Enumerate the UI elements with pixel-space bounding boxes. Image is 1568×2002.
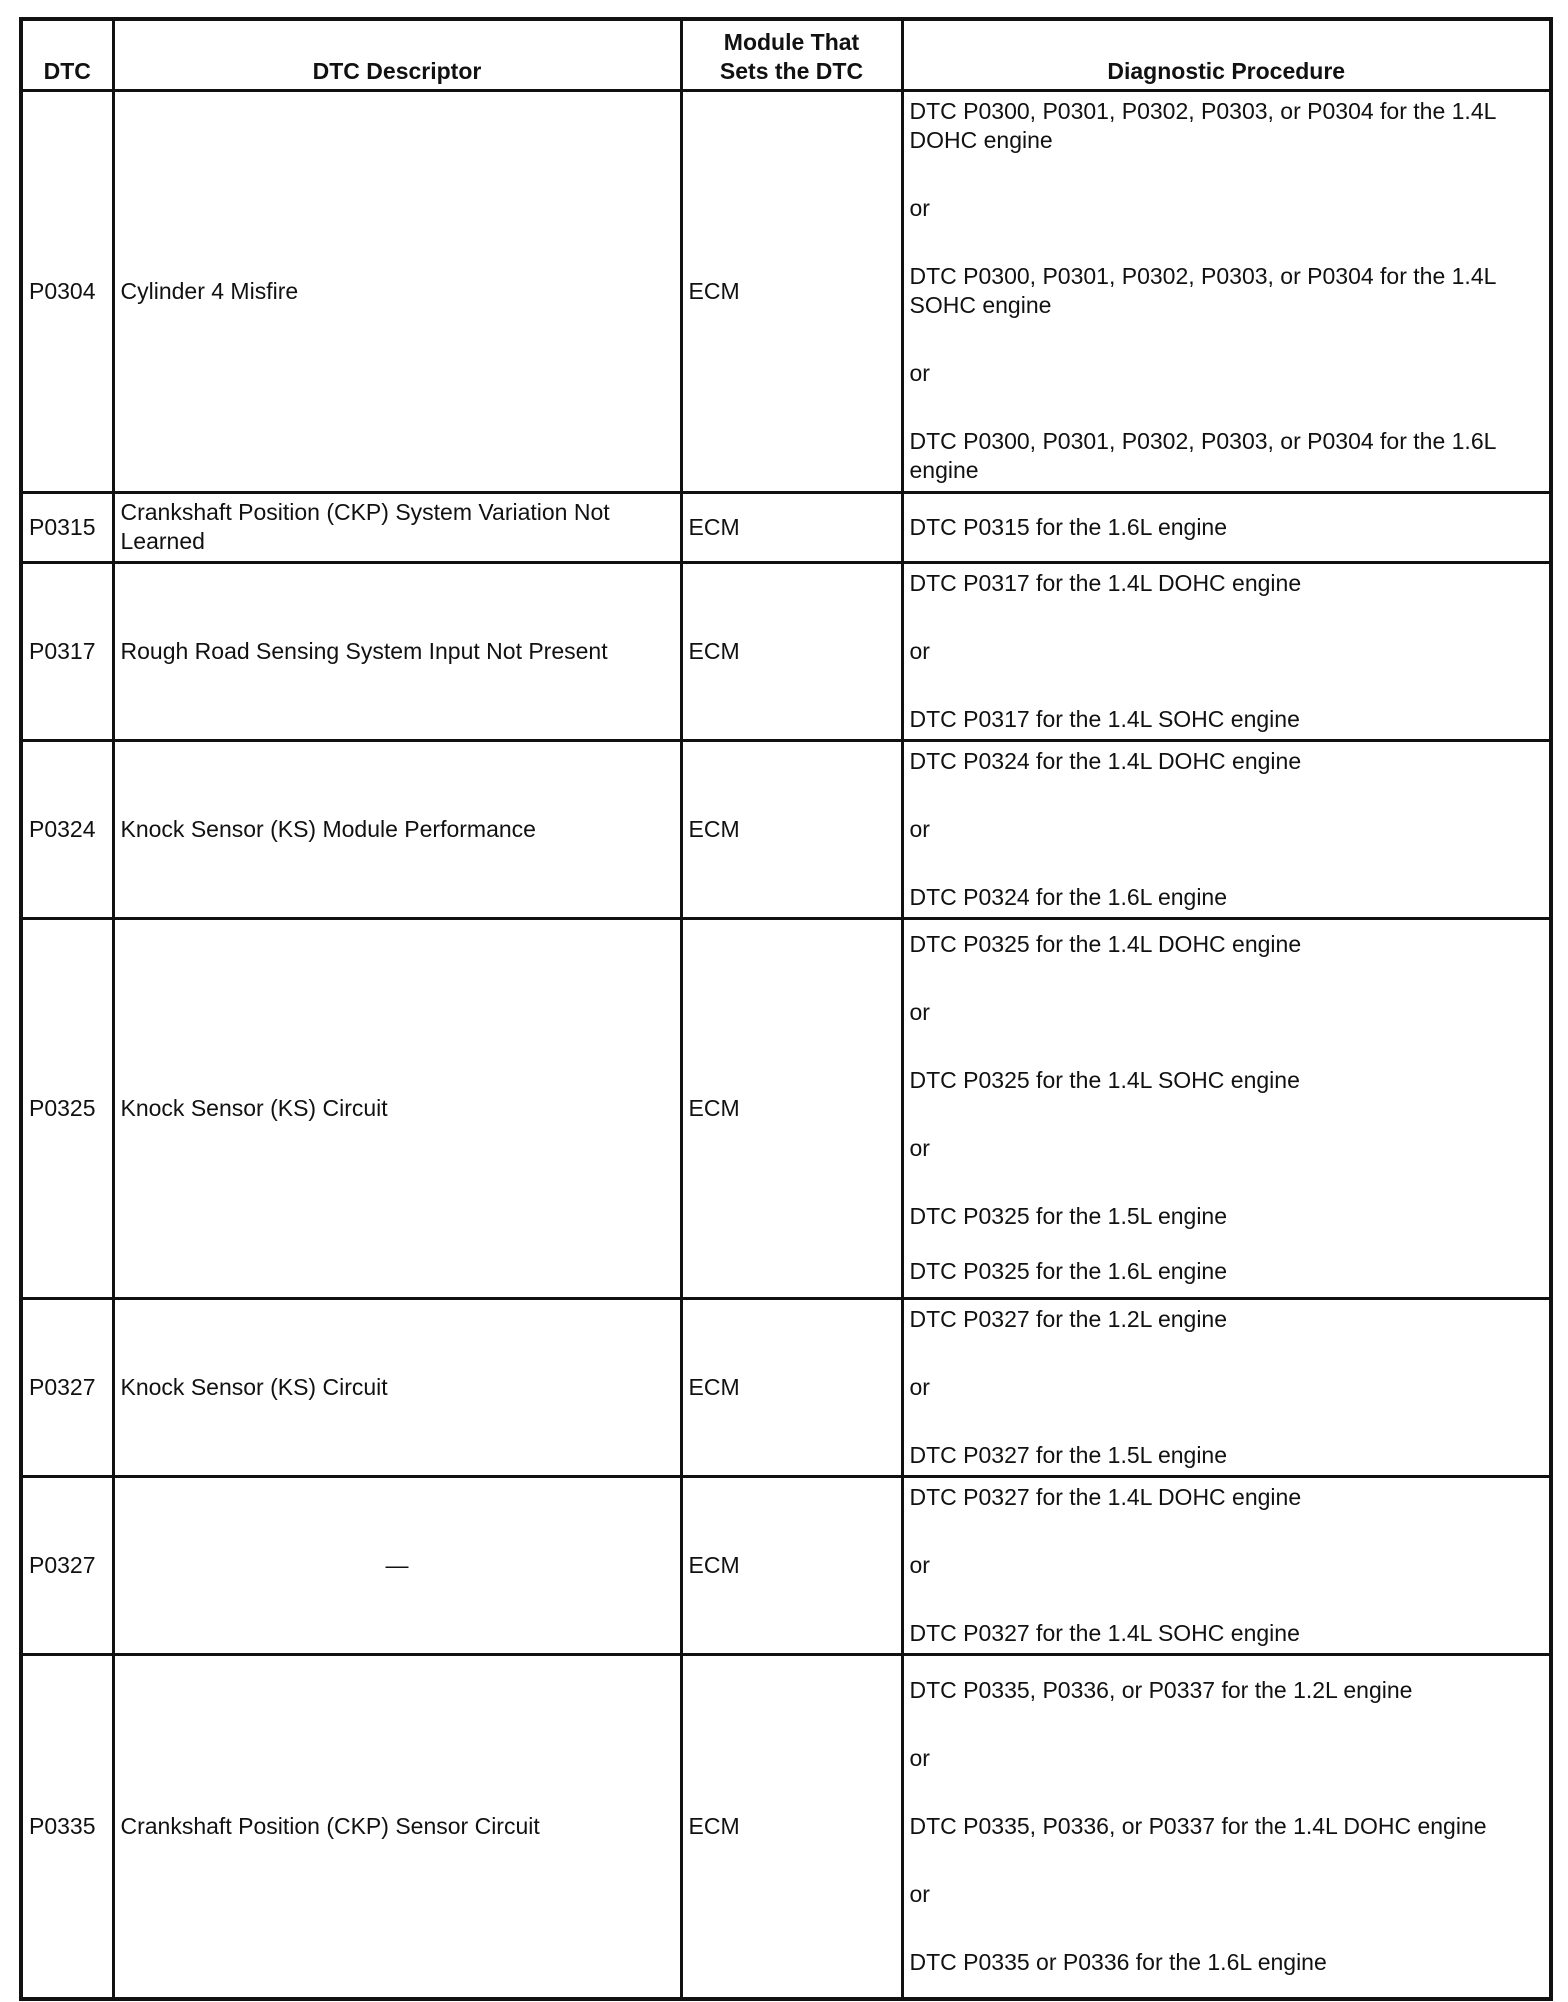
procedure-spacer <box>910 959 1544 998</box>
header-module <box>681 19 902 90</box>
procedure-line: DTC P0317 for the 1.4L SOHC engine <box>909 705 1300 732</box>
dtc-code-cell: P0325 <box>21 918 113 1298</box>
procedure-spacer <box>910 1334 1544 1373</box>
header-dtc: DTC <box>21 19 113 90</box>
procedure-line: DTC P0300, P0301, P0302, P0303, or P0304 for the 1.6L engine <box>909 428 1496 483</box>
table-row <box>21 1476 1551 1654</box>
procedure-or-text: or <box>909 1880 930 1907</box>
procedure-line: DTC P0317 for the 1.4L DOHC engine <box>909 569 1302 596</box>
procedure-spacer <box>910 1512 1544 1551</box>
procedure-line: DTC P0335, P0336, or P0337 for the 1.4L DOHC engine <box>909 1812 1487 1839</box>
module-cell: ECM <box>681 740 902 918</box>
procedure-line: DTC P0325 for the 1.4L DOHC engine <box>909 931 1302 957</box>
module-cell: ECM <box>681 562 902 740</box>
procedure-spacer <box>910 1163 1544 1202</box>
table-row <box>21 90 1551 492</box>
procedure-or-text: or <box>909 1551 930 1578</box>
procedure-line: DTC P0327 for the 1.2L engine <box>909 1305 1228 1332</box>
table-row <box>21 1298 1551 1476</box>
procedure-or-text: or <box>909 1744 930 1771</box>
table-header-row <box>21 19 1551 90</box>
procedure-spacer <box>910 1705 1544 1744</box>
dtc-code-cell: P0304 <box>21 90 113 492</box>
module-cell: ECM <box>681 918 902 1298</box>
procedure-spacer <box>910 666 1544 705</box>
procedure-line: DTC P0325 for the 1.5L engine <box>909 1203 1228 1229</box>
table-row <box>21 1654 1551 1999</box>
table-row <box>21 492 1551 562</box>
table-row <box>21 562 1551 740</box>
procedure-line: DTC P0324 for the 1.4L DOHC engine <box>909 747 1302 774</box>
procedure-line: DTC P0315 for the 1.6L engine <box>909 513 1228 540</box>
dtc-descriptor-cell: Knock Sensor (KS) Module Performance <box>113 740 681 918</box>
dtc-descriptor-cell: — <box>113 1476 681 1654</box>
procedure-spacer <box>910 776 1544 815</box>
header-module-line1: Module That <box>723 28 860 55</box>
dtc-code-cell: P0317 <box>21 562 113 740</box>
dtc-descriptor-cell: Crankshaft Position (CKP) System Variation Not Learned <box>113 492 681 562</box>
procedure-line: DTC P0327 for the 1.5L engine <box>909 1441 1228 1468</box>
procedure-spacer <box>910 1231 1544 1257</box>
dtc-code-cell: P0327 <box>21 1476 113 1654</box>
dtc-descriptor-cell: Rough Road Sensing System Input Not Present <box>113 562 681 740</box>
dtc-code-cell: P0335 <box>21 1654 113 1999</box>
procedure-spacer <box>910 1841 1544 1880</box>
procedure-or-text: or <box>909 195 930 221</box>
dtc-code-cell: P0324 <box>21 740 113 918</box>
dtc-code-cell: P0315 <box>21 492 113 562</box>
header-descriptor: DTC Descriptor <box>113 19 681 90</box>
procedure-line: DTC P0324 for the 1.6L engine <box>909 883 1228 910</box>
module-cell: ECM <box>681 90 902 492</box>
procedure-spacer <box>910 1402 1544 1441</box>
procedure-or-text: or <box>909 815 930 842</box>
procedure-line: DTC P0300, P0301, P0302, P0303, or P0304 for the 1.4L DOHC engine <box>909 98 1496 153</box>
procedure-or-text: or <box>909 1373 930 1400</box>
diagnostic-procedure-cell <box>902 492 1551 562</box>
dtc-descriptor-cell: Knock Sensor (KS) Circuit <box>113 918 681 1298</box>
diagnostic-procedure-cell <box>902 562 1551 740</box>
procedure-spacer <box>910 388 1544 427</box>
module-cell: ECM <box>681 1476 902 1654</box>
module-cell: ECM <box>681 1654 902 1999</box>
module-cell: ECM <box>681 492 902 562</box>
procedure-line: DTC P0325 for the 1.4L SOHC engine <box>909 1067 1300 1093</box>
dtc-descriptor-cell: Cylinder 4 Misfire <box>113 90 681 492</box>
dtc-descriptor-cell: Crankshaft Position (CKP) Sensor Circuit <box>113 1654 681 1999</box>
table-row <box>21 740 1551 918</box>
table-row <box>21 918 1551 1298</box>
procedure-line: DTC P0325 for the 1.6L engine <box>909 1258 1228 1284</box>
procedure-spacer <box>910 155 1544 194</box>
header-procedure: Diagnostic Procedure <box>902 19 1551 90</box>
procedure-spacer <box>910 223 1544 262</box>
procedure-or-text: or <box>909 999 930 1025</box>
procedure-spacer <box>910 598 1544 637</box>
diagnostic-procedure-cell <box>902 740 1551 918</box>
diagnostic-procedure-cell <box>902 918 1551 1298</box>
procedure-spacer <box>910 1027 1544 1066</box>
procedure-spacer <box>910 1580 1544 1619</box>
header-module-line2: Sets the DTC <box>719 57 864 84</box>
dtc-table <box>19 17 1553 2001</box>
table-body <box>21 90 1551 1999</box>
procedure-line: DTC P0335 or P0336 for the 1.6L engine <box>909 1948 1327 1975</box>
diagnostic-procedure-cell <box>902 1298 1551 1476</box>
diagnostic-procedure-cell <box>902 90 1551 492</box>
procedure-spacer <box>910 1909 1544 1948</box>
diagnostic-procedure-cell <box>902 1654 1551 1999</box>
procedure-or-text: or <box>909 637 930 664</box>
procedure-spacer <box>910 844 1544 883</box>
procedure-line: DTC P0335, P0336, or P0337 for the 1.2L engine <box>909 1676 1413 1703</box>
module-cell: ECM <box>681 1298 902 1476</box>
procedure-line: DTC P0327 for the 1.4L SOHC engine <box>909 1619 1300 1646</box>
dtc-descriptor-cell: Knock Sensor (KS) Circuit <box>113 1298 681 1476</box>
procedure-line: DTC P0327 for the 1.4L DOHC engine <box>909 1483 1302 1510</box>
procedure-spacer <box>910 320 1544 359</box>
procedure-spacer <box>910 1773 1544 1812</box>
procedure-line: DTC P0300, P0301, P0302, P0303, or P0304 for the 1.4L SOHC engine <box>909 263 1496 318</box>
procedure-spacer <box>910 1095 1544 1134</box>
diagnostic-procedure-cell <box>902 1476 1551 1654</box>
procedure-or-text: or <box>909 1135 930 1161</box>
dtc-code-cell: P0327 <box>21 1298 113 1476</box>
procedure-or-text: or <box>909 360 930 386</box>
